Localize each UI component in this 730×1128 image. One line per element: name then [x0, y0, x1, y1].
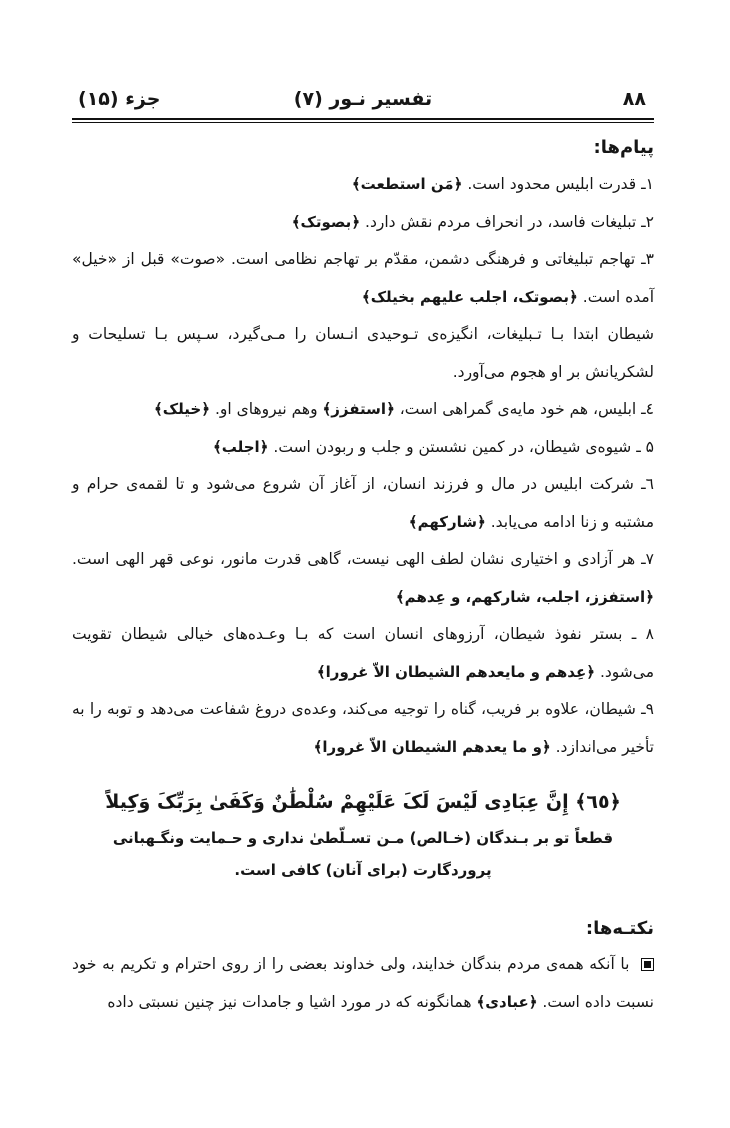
page-body [72, 126, 654, 1021]
message-text: ۵ ـ شیوه‌ی شیطان، در کمین نشستن و جلب و ربودن است. [273, 437, 654, 456]
header-rule-thick [72, 118, 654, 120]
messages-heading: پیام‌ها: [593, 137, 654, 158]
note-item [72, 946, 654, 1021]
page-number: ۸۸ [622, 88, 646, 110]
message-text: وهم نیروهای او. [214, 400, 318, 418]
message-item [72, 204, 654, 242]
quran-quote: ﴿بصوتک، اجلب علیهم بخیلک﴾ [361, 287, 578, 306]
square-bullet-icon [641, 958, 654, 971]
message-item [72, 166, 654, 204]
message-text: شیطان ابتدا بـا تـبلیغات، انگیزه‌ی تـوحیدی انـسان را مـی‌گیرد، سـپس بـا تسلیحات و لشکریانش بر او هجوم می‌آورد. [72, 325, 654, 381]
message-item [72, 541, 654, 616]
message-item [72, 466, 654, 541]
message-text: ۸ ـ بستر نفوذ شیطان، آرزوهای انسان است که بـا وعـده‌های خیالی شیطان تقویت می‌شود. [72, 625, 654, 681]
quran-quote: ﴿عِدهم و مایعدهم الشیطان الاّ غرورا﴾ [316, 662, 596, 681]
quran-quote: ﴿خیلک﴾ [154, 400, 211, 418]
message-text: ٤ـ ابلیس، هم خود مایه‌ی گمراهی است، [399, 400, 654, 418]
quran-quote: ﴿بصوتک﴾ [291, 212, 361, 231]
message-text: ۷ـ هر آزادی و اختیاری نشان لطف الهی نیست، گاهی قدرت مانور، نوعی قهر الهی است. [72, 550, 654, 568]
notes-heading: نکتـه‌ها: [585, 918, 654, 939]
message-text: ۲ـ تبلیغات فاسد، در انحراف مردم نقش دارد. [365, 212, 654, 231]
message-text: ۹ـ شیطان، علاوه بر فریب، گناه را توجیه می‌کند، وعده‌ی دروغ شفاعت می‌دهد و توبه را به تأخیر می‌اندازد. [72, 700, 654, 756]
note-text: با آنکه همه‌ی مردم بندگان خدایند، ولی خداوند بعضی را از روی احترام و تکریم به خود نسبت داده است. [72, 955, 654, 1011]
message-item [72, 391, 654, 429]
message-item [72, 316, 654, 391]
quran-quote: ﴿و ما یعدهم الشیطان الاّ غرورا﴾ [313, 737, 551, 756]
part-label: جزء (۱۵) [78, 88, 161, 110]
message-item [72, 241, 654, 316]
message-item [72, 429, 654, 467]
quran-quote: ﴿شارکهم﴾ [408, 512, 486, 531]
message-text: ۳ـ تهاجم تبلیغاتی و فرهنگی دشمن، مقدّم بر تهاجم نظامی است. «صوت» قبل از «خیل» آمده است. [72, 250, 654, 306]
quran-quote: ﴿عبادی﴾ [476, 992, 538, 1011]
message-text: ٦ـ شرکت ابلیس در مال و فرزند انسان، از آغاز آن شروع می‌شود و تا لقمه‌ی حرام و مشتبه و زنا ادامه می‌یابد. [72, 475, 654, 531]
note-text: همانگونه که در مورد اشیا و جامدات نیز چنین نسبتی داده [107, 992, 472, 1011]
message-item [72, 616, 654, 691]
message-text: ۱ـ قدرت ابلیس محدود است. [467, 175, 654, 193]
quran-verse: ﴿٦٥﴾ إِنَّ عِبَادِی لَیْسَ لَکَ عَلَیْهِمْ سُلْطَٰنٌ وَکَفَیٰ بِرَبِّکَ وَکِیلاً [105, 791, 621, 813]
header-rule-thin [72, 122, 654, 123]
quran-quote: ﴿استفزز﴾ [322, 400, 395, 418]
quran-quote: ﴿مَن استطعت﴾ [351, 175, 463, 193]
quran-quote: ﴿استفزز، اجلب، شارکهم، و عِدهم﴾ [395, 587, 654, 606]
running-header [72, 84, 654, 118]
quran-quote: ﴿اجلب﴾ [212, 437, 269, 456]
book-title: تفسیر نـور (۷) [293, 88, 433, 110]
message-item [72, 691, 654, 766]
verse-translation: قطعاً تو بر بـندگان (خـالص) مـن تسـلّطیٰ نداری و حـمایت ونگـهبانی پروردگارت (برای آنان) کافی است. [112, 829, 614, 879]
